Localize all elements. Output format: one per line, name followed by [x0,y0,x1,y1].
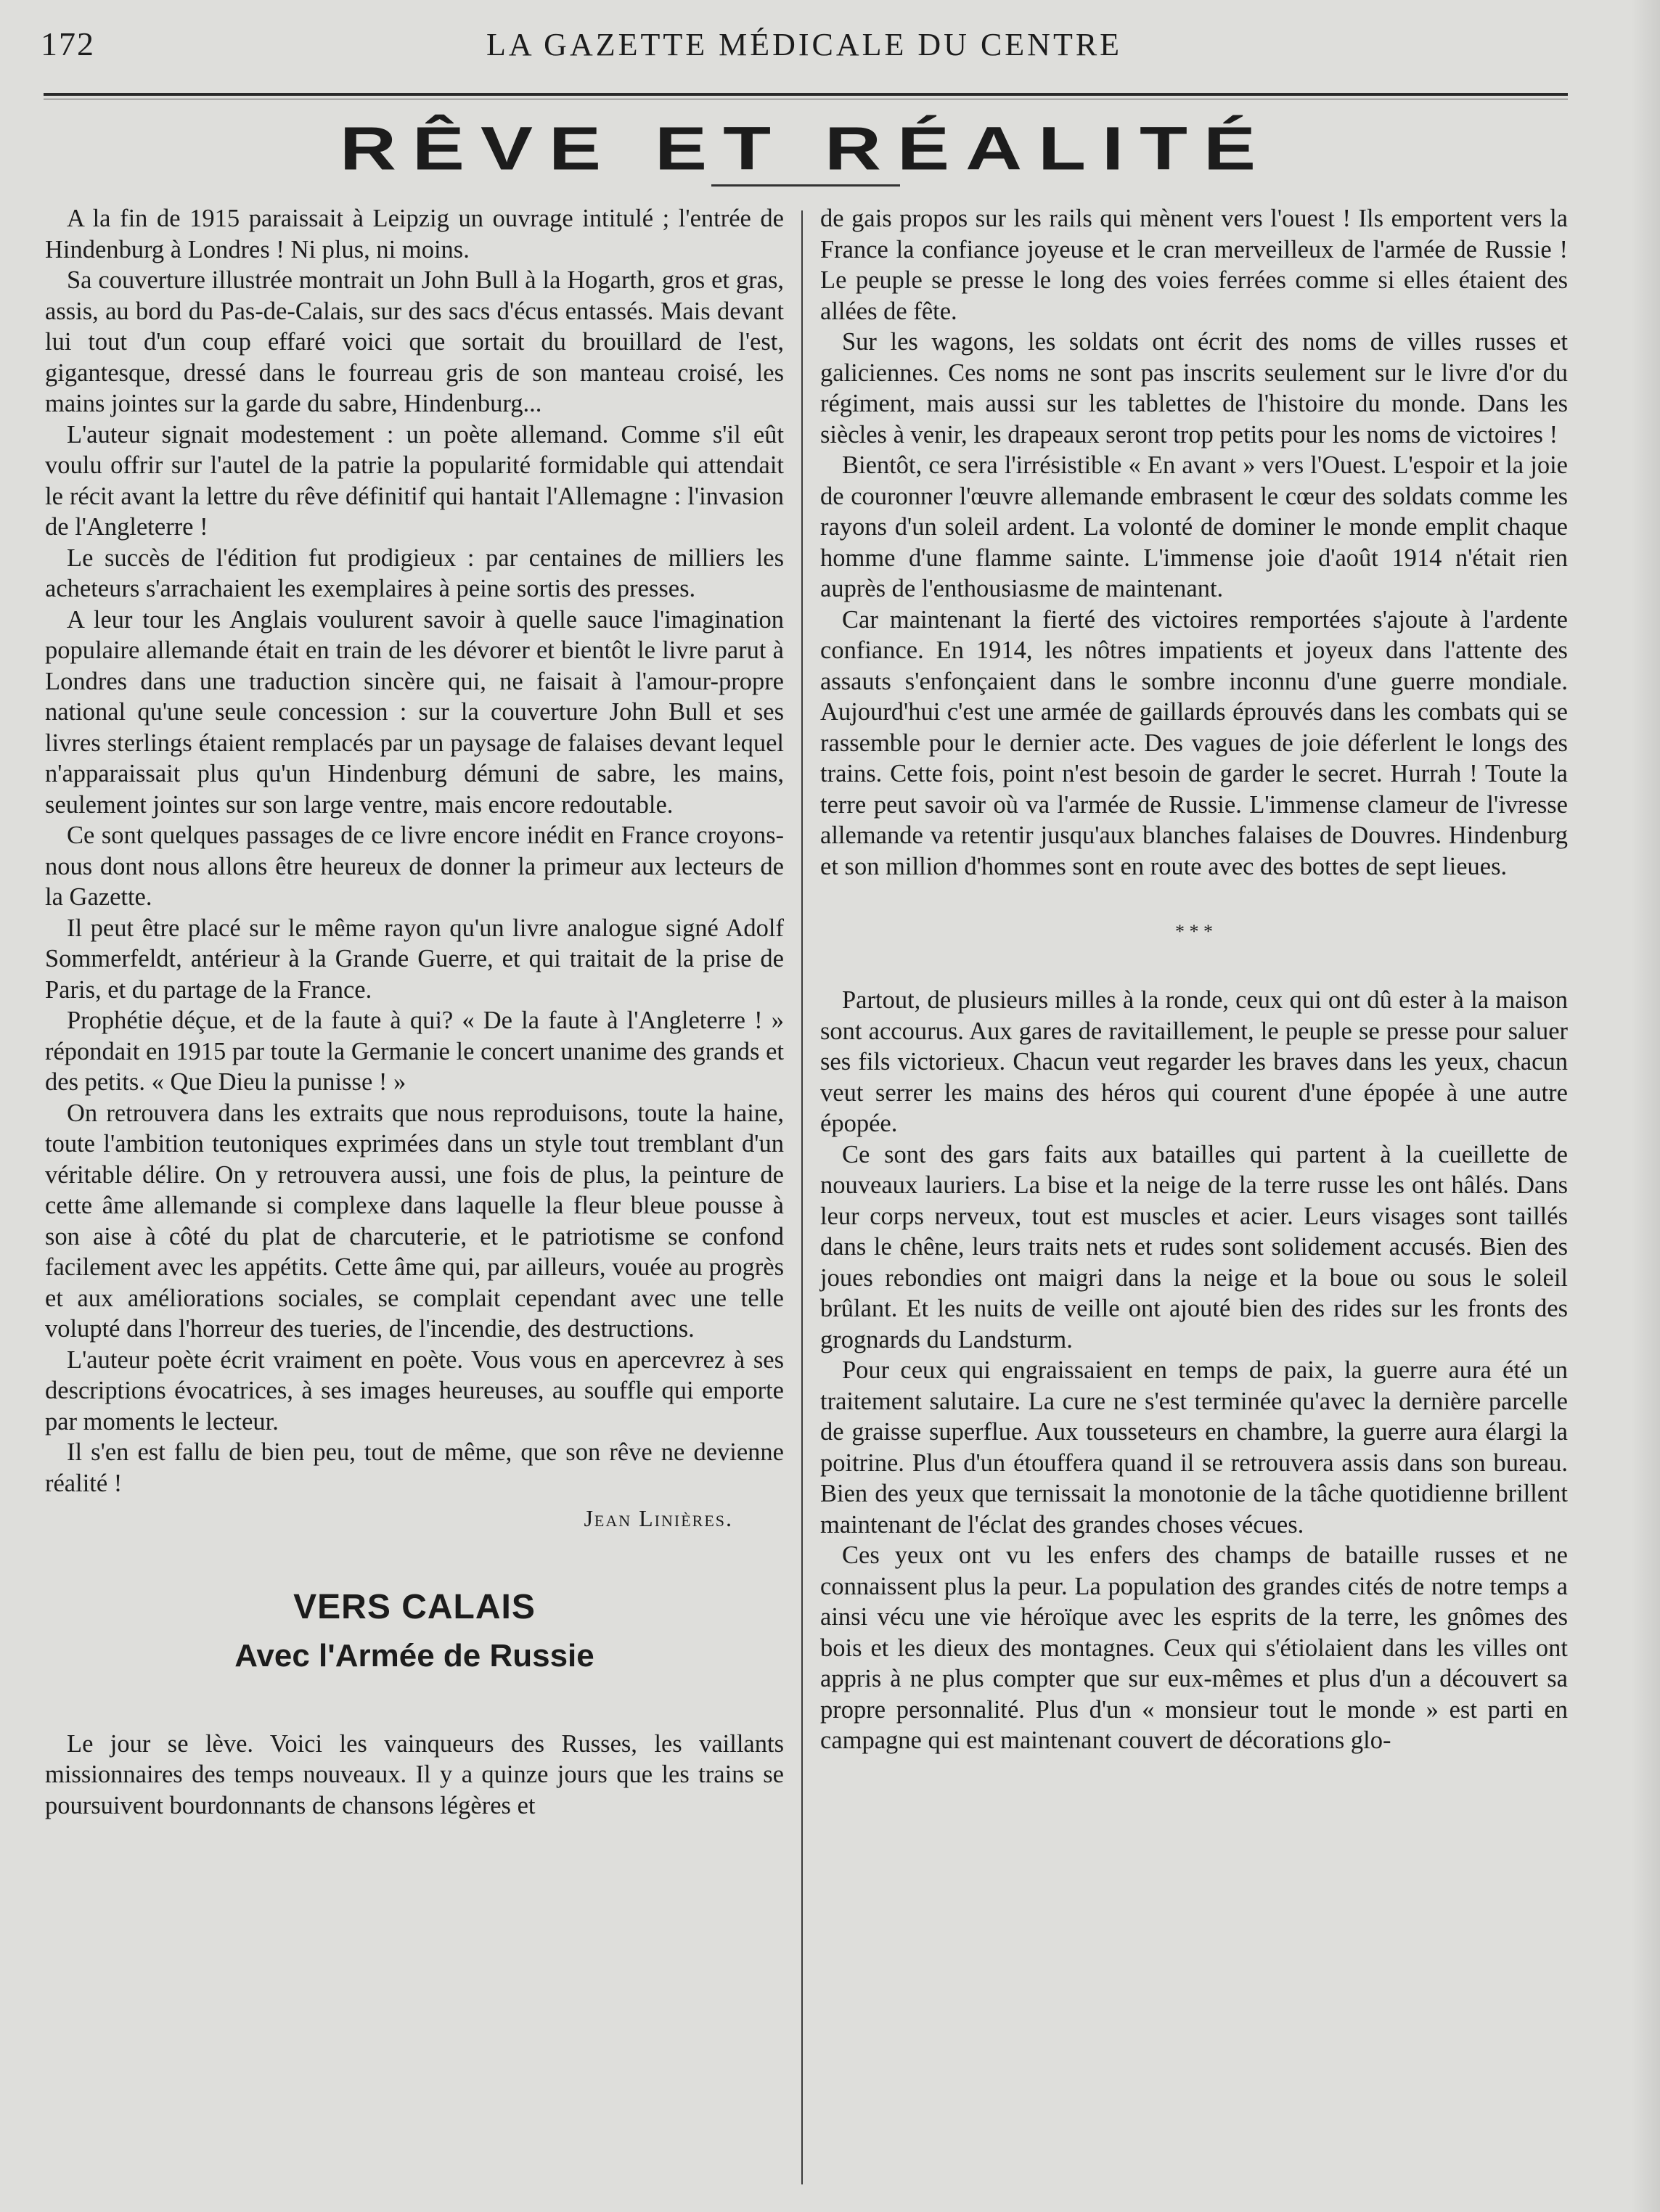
paragraph: Il s'en est fallu de bien peu, tout de même, que son rêve ne devienne réalité ! [45,1438,784,1497]
paragraph: L'auteur poète écrit vraiment en poète. Vous vous en apercevrez à ses descriptions évocatrices, à ses images heureuses, au souffle qui emporte par moments le lecteur. [45,1345,784,1435]
page-number: 172 [41,25,95,62]
paragraph: Ces yeux ont vu les enfers des champs de bataille russes et ne connaissent plus la peur. La population des grandes cités de notre temps a ainsi vécu une vie héroïque avec les esprits de la terre, les gnômes des bois et les dieux des montagnes. Ceux qui s'étiolaient dans les villes ont appris à ne plus compter que sur eux-mêmes et plus d'un a découvert sa propre personnalité. Plus d'un « monsieur tout le monde » est parti en campagne qui est maintenant couvert de décorations glo- [820,1541,1568,1754]
header-rule [44,93,1568,96]
section-break [820,921,1568,942]
paragraph: Sur les wagons, les soldats ont écrit des noms de villes russes et galiciennes. Ces noms ne sont pas inscrits seulement sur le livre d'or du régiment, mais aussi sur les tablettes de l'histoire du monde. Dans les siècles à venir, les drapeaux seront trop petits pour les noms de victoires ! [820,328,1568,448]
paragraph: On retrouvera dans les extraits que nous reproduisons, toute la haine, toute l'ambition teutoniques exprimées dans un style tout tremblant d'un véritable délire. On y retrouvera aussi, une fois de plus, la peinture de cette âme allemande si complexe dans laquelle la fleur bleue pousse à son aise à côté du plat de charcuterie, et le patriotisme se confond facilement avec les appétits. Cette âme qui, par ailleurs, vouée au progrès et aux améliorations sociales, se complait cependant avec une telle volupté dans l'horreur des tueries, de l'incendie, des destructions. [45,1099,784,1343]
paragraph: A la fin de 1915 paraissait à Leipzig un ouvrage intitulé ; l'entrée de Hindenburg à Londres ! Ni plus, ni moins. [45,205,784,263]
column-divider [801,210,803,2184]
journal-title: LA GAZETTE MÉDICALE DU CENTRE [486,27,1123,62]
section-subtitle: Avec l'Armée de Russie [234,1637,594,1674]
paragraph: Le jour se lève. Voici les vainqueurs des Russes, les vaillants missionnaires des temps nouveaux. Il y a quinze jours que les trains se poursuivent bourdonnants de chansons légères et [45,1729,784,1819]
article-title: RÊVE ET RÉALITÉ [339,114,1272,183]
scan-edge-shadow [1631,0,1660,2212]
paragraph: Ce sont quelques passages de ce livre encore inédit en France croyons-nous dont nous allons être heureux de donner la primeur aux lecteurs de la Gazette. [45,822,784,911]
paragraph: Le succès de l'édition fut prodigieux : par centaines de milliers les acheteurs s'arrachaient les exemplaires à peine sortis des presses. [45,544,784,602]
paragraph: A leur tour les Anglais voulurent savoir à quelle sauce l'imagination populaire allemande était en train de les dévorer et bientôt le livre parut à Londres dans une traduction sincère qui, ne faisait à l'amour-propre national qu'une seule concession : sur la couverture John Bull et ses livres sterlings étaient remplacés par un paysage de falaises devant lequel n'apparaissait plus qu'un Hindenburg démuni de sabre, les mains, seulement jointes sur son large ventre, mais encore redoutable. [45,605,784,819]
right-column [820,203,1568,1756]
paragraph: Il peut être placé sur le même rayon qu'un livre analogue signé Adolf Sommerfeldt, antérieur à la Grande Guerre, et qui traitait de la prise de Paris, et du partage de la France. [45,914,784,1004]
paragraph: Prophétie déçue, et de la faute à qui? « De la faute à l'Angleterre ! » répondait en 1915 par toute la Germanie le concert unanime des grands et des petits. « Que Dieu la punisse ! » [45,1007,784,1096]
title-underline [711,184,900,187]
paragraph: Pour ceux qui engraissaient en temps de paix, la guerre aura été un traitement salutaire. La cure ne s'est terminée qu'avec la dernière parcelle de graisse superflue. Aux tousseteurs en chambre, la guerre aura élargi la poitrine. Plus d'un étouffera quand il se retrouvera assis dans son bureau. Bien des yeux que ternissait la monotonie de la tâche quotidienne brillent maintenant de l'éclat des grandes choses vécues. [820,1356,1568,1539]
paragraph: de gais propos sur les rails qui mènent vers l'ouest ! Ils emportent vers la France la confiance joyeuse et le cran merveilleux de l'armée de Russie ! Le peuple se presse le long des voies ferrées comme si elles étaient des allées de fête. [820,205,1568,325]
page-header [41,25,1568,68]
author-signature: Jean Linières. [584,1505,733,1531]
paragraph: L'auteur signait modestement : un poète allemand. Comme s'il eût voulu offrir sur l'autel de la patrie la popularité formidable qui attendait le récit avant la lettre du rêve définitif qui hantait l'Allemagne : l'invasion de l'Angleterre ! [45,420,784,541]
paragraph: Partout, de plusieurs milles à la ronde, ceux qui ont dû ester à la maison sont accourus. Aux gares de ravitaillement, le peuple se presse pour saluer ses fils victorieux. Chacun veut regarder les braves dans les yeux, chacun veut serrer les mains des héros qui courent d'une épopée à une autre épopée. [820,986,1568,1137]
asterism-glyph: * * * [1175,921,1213,942]
paragraph: Bientôt, ce sera l'irrésistible « En avant » vers l'Ouest. L'espoir et la joie de couronner l'œuvre allemande embrasent le cœur des soldats comme les rayons d'un soleil ardent. La volonté de dominer le monde emplit chaque homme d'une flamme sainte. L'immense joie d'août 1914 n'était rien auprès de l'enthousiasme de maintenant. [820,451,1568,602]
paragraph: Car maintenant la fierté des victoires remportées s'ajoute à l'ardente confiance. En 1914, les nôtres impatients et joyeux dans l'attente des assauts s'enfonçaient dans le sombre inconnu d'une guerre mondiale. Aujourd'hui c'est une armée de gaillards éprouvés dans les combats qui se rassemble pour le dernier acte. Des vagues de joie déferlent le longs des trains. Cette fois, point n'est besoin de garder le secret. Hurrah ! Toute la terre peut savoir où va l'armée de Russie. L'immense clameur de l'ivresse allemande va retentir jusqu'aux blanches falaises de Douvres. Hindenburg et son million d'hommes sont en route avec des bottes de sept lieues. [820,605,1568,880]
paragraph: Sa couverture illustrée montrait un John Bull à la Hogarth, gros et gras, assis, au bord du Pas-de-Calais, sur des sacs d'écus entassés. Mais devant lui tout d'un coup effaré voici que sortait du brouillard de l'est, gigantesque, dressé dans le fourreau gris de son manteau croisé, les mains jointes sur la garde du sabre, Hindenburg... [45,266,784,417]
left-column [45,203,784,1821]
article-body [45,203,784,1499]
section-title: VERS CALAIS [293,1587,536,1626]
paragraph: Ce sont des gars faits aux batailles qui partent à la cueillette de nouveaux lauriers. La bise et la neige de la terre russe les ont hâlés. Dans leur corps nerveux, tout est muscles et acier. Leurs visages sont taillés dans le chêne, leurs traits nets et rudes sont solidement accusés. Bien des joues rebondies ont maigri dans la neige et la boue ou sous le soleil brûlant. Et les nuits de veille ont ajouté bien des rides sur les fronts des grognards du Landsturm. [820,1140,1568,1353]
